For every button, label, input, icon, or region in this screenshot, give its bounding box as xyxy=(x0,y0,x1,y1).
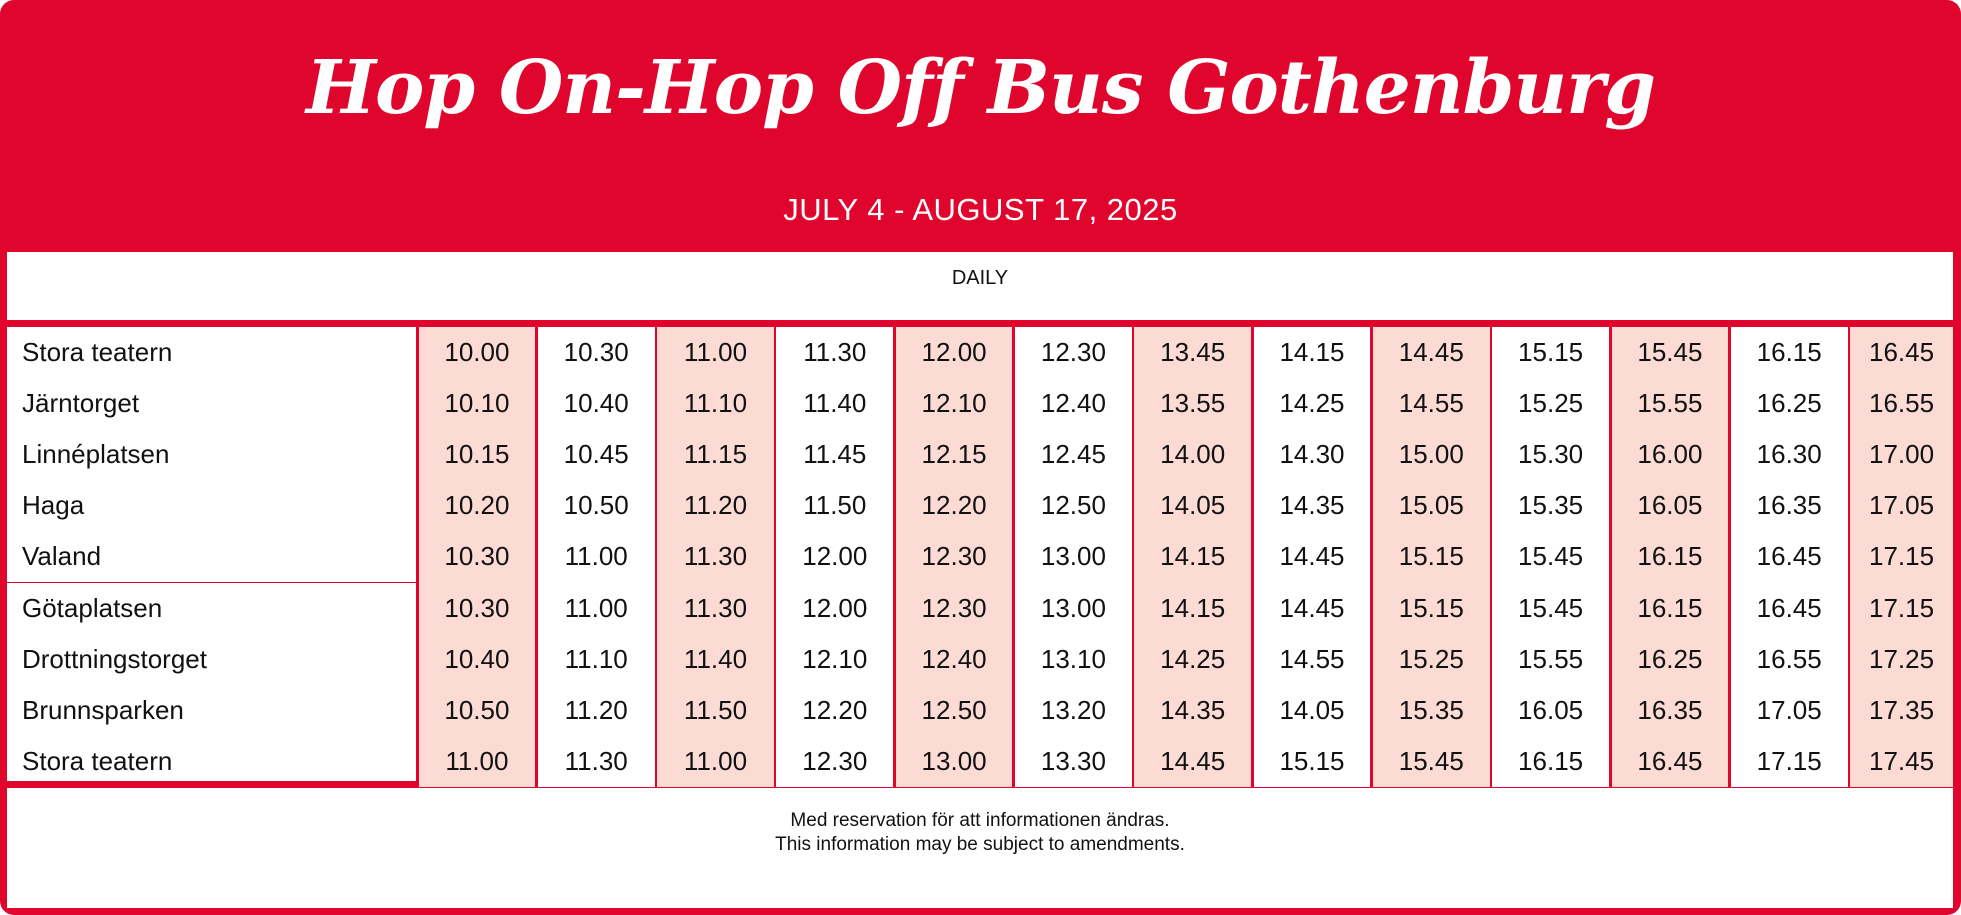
departure-time: 10.30 xyxy=(419,583,536,635)
departure-time: 16.15 xyxy=(1731,327,1848,379)
departure-time: 14.45 xyxy=(1373,327,1490,379)
departure-time: 12.20 xyxy=(776,685,893,737)
departure-time: 16.30 xyxy=(1731,429,1848,481)
departure-time: 12.30 xyxy=(896,531,1013,583)
departure-time: 11.40 xyxy=(657,634,774,686)
departure-time: 14.25 xyxy=(1134,634,1251,686)
departure-time: 14.00 xyxy=(1134,429,1251,481)
departure-time: 14.35 xyxy=(1254,480,1371,532)
departure-time: 14.05 xyxy=(1254,685,1371,737)
departure-time: 14.15 xyxy=(1134,531,1251,583)
departure-time: 14.55 xyxy=(1254,634,1371,686)
stop-name: Haga xyxy=(7,480,416,531)
departure-time: 15.15 xyxy=(1373,583,1490,635)
departure-time: 12.50 xyxy=(896,685,1013,737)
departure-time: 17.45 xyxy=(1850,736,1953,787)
stop-name: Linnéplatsen xyxy=(7,429,416,480)
departure-time: 15.55 xyxy=(1492,634,1609,686)
departure-time: 15.35 xyxy=(1492,480,1609,532)
departure-time: 17.35 xyxy=(1850,685,1953,737)
departure-time: 16.25 xyxy=(1612,634,1729,686)
departure-time: 10.10 xyxy=(419,378,536,430)
departure-time: 11.30 xyxy=(538,736,655,787)
departure-time: 11.10 xyxy=(657,378,774,430)
departure-time: 16.15 xyxy=(1612,583,1729,635)
departure-time: 16.45 xyxy=(1850,327,1953,379)
departure-time: 15.45 xyxy=(1492,531,1609,583)
departure-time: 10.40 xyxy=(419,634,536,686)
departure-time: 17.15 xyxy=(1850,583,1953,635)
departure-time: 12.30 xyxy=(1015,327,1132,379)
departure-time: 11.30 xyxy=(657,531,774,583)
stop-name: Götaplatsen xyxy=(7,583,416,634)
departure-time: 12.45 xyxy=(1015,429,1132,481)
date-range: JULY 4 - AUGUST 17, 2025 xyxy=(783,192,1178,227)
disclaimer-english: This information may be subject to amendments. xyxy=(775,834,1185,855)
departure-time: 13.55 xyxy=(1134,378,1251,430)
departure-time: 13.10 xyxy=(1015,634,1132,686)
departure-time: 12.00 xyxy=(776,531,893,583)
departure-time: 10.30 xyxy=(538,327,655,379)
schedule-label: DAILY xyxy=(7,252,1953,320)
departure-time: 11.30 xyxy=(776,327,893,379)
departure-time: 16.25 xyxy=(1731,378,1848,430)
departure-time: 10.15 xyxy=(419,429,536,481)
departure-time: 10.40 xyxy=(538,378,655,430)
departure-time: 13.20 xyxy=(1015,685,1132,737)
departure-time: 11.30 xyxy=(657,583,774,635)
departure-time: 13.30 xyxy=(1015,736,1132,787)
departure-time: 17.05 xyxy=(1731,685,1848,737)
departure-time: 12.40 xyxy=(896,634,1013,686)
stop-name: Stora teatern xyxy=(7,736,416,781)
departure-time: 10.30 xyxy=(419,531,536,583)
departure-time: 14.45 xyxy=(1254,583,1371,635)
departure-time: 11.50 xyxy=(776,480,893,532)
departure-time: 12.30 xyxy=(776,736,893,787)
departure-time: 12.15 xyxy=(896,429,1013,481)
stop-name: Järntorget xyxy=(7,378,416,429)
departure-time: 11.00 xyxy=(538,531,655,583)
departure-time: 11.10 xyxy=(538,634,655,686)
departure-time: 15.45 xyxy=(1612,327,1729,379)
departure-time: 11.40 xyxy=(776,378,893,430)
stop-name: Brunnsparken xyxy=(7,685,416,736)
departure-time: 15.30 xyxy=(1492,429,1609,481)
stop-name: Drottningstorget xyxy=(7,634,416,685)
departure-time: 10.50 xyxy=(419,685,536,737)
page-title: Hop On-Hop Off Bus Gothenburg xyxy=(306,45,1655,131)
departure-time: 15.15 xyxy=(1373,531,1490,583)
timetable-grid xyxy=(7,324,1953,784)
departure-time: 16.35 xyxy=(1731,480,1848,532)
departure-time: 16.45 xyxy=(1731,531,1848,583)
departure-time: 17.15 xyxy=(1731,736,1848,787)
departure-time: 12.00 xyxy=(776,583,893,635)
departure-time: 14.55 xyxy=(1373,378,1490,430)
departure-time: 11.15 xyxy=(657,429,774,481)
departure-time: 15.25 xyxy=(1492,378,1609,430)
departure-time: 17.05 xyxy=(1850,480,1953,532)
departure-time: 14.15 xyxy=(1254,327,1371,379)
departure-time: 13.00 xyxy=(1015,583,1132,635)
departure-time: 11.50 xyxy=(657,685,774,737)
departure-time: 16.00 xyxy=(1612,429,1729,481)
departure-time: 11.00 xyxy=(657,327,774,379)
departure-time: 11.00 xyxy=(657,736,774,787)
departure-time: 16.35 xyxy=(1612,685,1729,737)
departure-time: 15.15 xyxy=(1254,736,1371,787)
departure-time: 15.45 xyxy=(1373,736,1490,787)
departure-time: 13.00 xyxy=(896,736,1013,787)
stop-name: Stora teatern xyxy=(7,327,416,378)
departure-time: 14.05 xyxy=(1134,480,1251,532)
departure-time: 11.20 xyxy=(657,480,774,532)
departure-time: 12.00 xyxy=(896,327,1013,379)
departure-time: 14.25 xyxy=(1254,378,1371,430)
departure-time: 11.20 xyxy=(538,685,655,737)
departure-time: 14.30 xyxy=(1254,429,1371,481)
departure-time: 14.15 xyxy=(1134,583,1251,635)
departure-time: 10.00 xyxy=(419,327,536,379)
departure-time: 12.10 xyxy=(776,634,893,686)
departure-time: 16.05 xyxy=(1492,685,1609,737)
departure-time: 10.20 xyxy=(419,480,536,532)
departure-time: 17.25 xyxy=(1850,634,1953,686)
departure-time: 12.20 xyxy=(896,480,1013,532)
departure-time: 14.45 xyxy=(1134,736,1251,787)
departure-time: 12.50 xyxy=(1015,480,1132,532)
departure-time: 15.05 xyxy=(1373,480,1490,532)
departure-time: 16.45 xyxy=(1731,583,1848,635)
departure-time: 16.55 xyxy=(1731,634,1848,686)
departure-time: 12.30 xyxy=(896,583,1013,635)
departure-time: 17.00 xyxy=(1850,429,1953,481)
departure-time: 10.45 xyxy=(538,429,655,481)
stop-name: Valand xyxy=(7,531,416,582)
departure-time: 16.15 xyxy=(1492,736,1609,787)
disclaimer xyxy=(7,788,1953,908)
departure-time: 17.15 xyxy=(1850,531,1953,583)
timetable-header xyxy=(0,0,1961,252)
departure-time: 11.00 xyxy=(538,583,655,635)
disclaimer-swedish: Med reservation för att informationen ändras. xyxy=(790,810,1170,831)
departure-time: 15.00 xyxy=(1373,429,1490,481)
departure-time: 15.45 xyxy=(1492,583,1609,635)
departure-time: 12.40 xyxy=(1015,378,1132,430)
departure-time: 11.45 xyxy=(776,429,893,481)
departure-time: 14.35 xyxy=(1134,685,1251,737)
departure-time: 11.00 xyxy=(419,736,536,787)
departure-time: 15.35 xyxy=(1373,685,1490,737)
departure-time: 15.15 xyxy=(1492,327,1609,379)
departure-time: 13.00 xyxy=(1015,531,1132,583)
departure-time: 14.45 xyxy=(1254,531,1371,583)
departure-time: 15.25 xyxy=(1373,634,1490,686)
departure-time: 12.10 xyxy=(896,378,1013,430)
departure-time: 15.55 xyxy=(1612,378,1729,430)
departure-time: 16.45 xyxy=(1612,736,1729,787)
departure-time: 13.45 xyxy=(1134,327,1251,379)
departure-time: 16.55 xyxy=(1850,378,1953,430)
departure-time: 16.05 xyxy=(1612,480,1729,532)
departure-time: 10.50 xyxy=(538,480,655,532)
departure-time: 16.15 xyxy=(1612,531,1729,583)
